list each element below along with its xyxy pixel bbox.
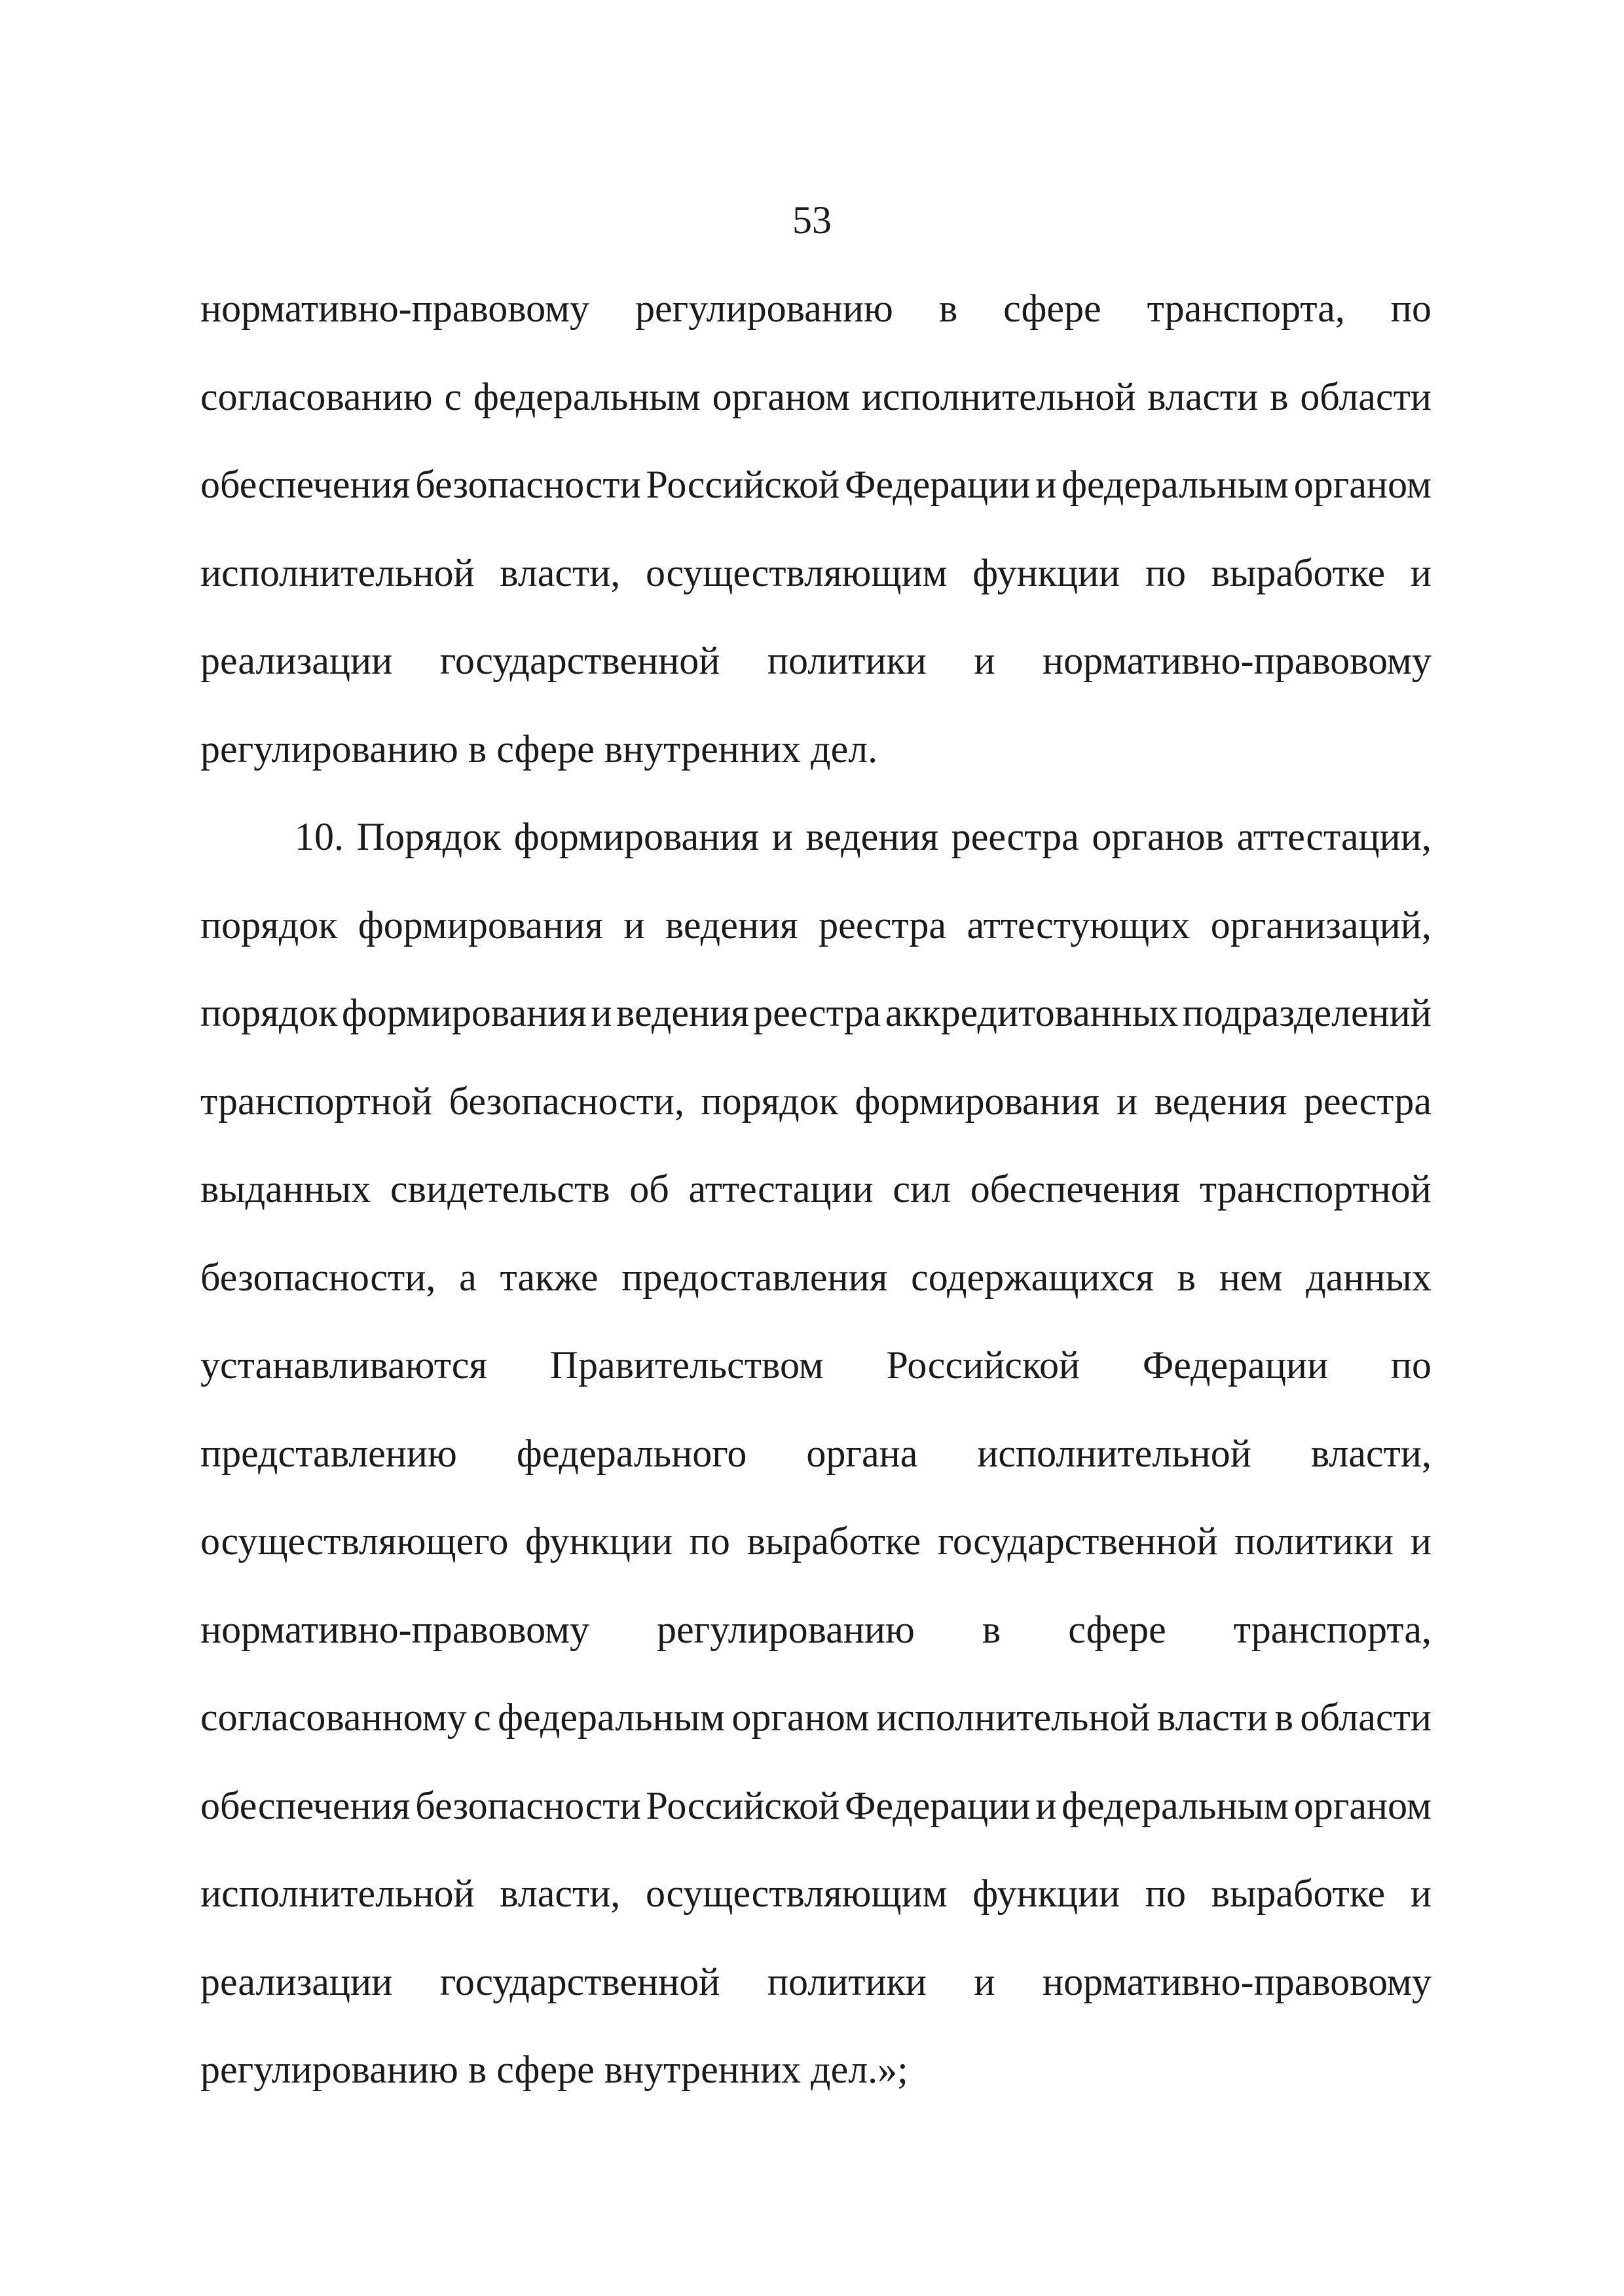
text-line: транспортной безопасности, порядок формирования и ведения реестра — [200, 1080, 1431, 1123]
text-line: выданных свидетельств об аттестации сил обеспечения транспортной — [200, 1167, 1431, 1211]
text-line: реализации государственной политики и нормативно-правовому — [200, 1960, 1431, 2003]
text-line: порядок формирования и ведения реестра аккредитованных подразделений — [200, 991, 1431, 1034]
text-line: устанавливаются Правительством Российской Федерации по — [200, 1343, 1431, 1387]
page-number: 53 — [792, 198, 832, 242]
text-line: представлению федерального органа исполнительной власти, — [200, 1432, 1431, 1475]
text-line: 10. Порядок формирования и ведения реестра органов аттестации, — [295, 815, 1431, 858]
text-line: обеспечения безопасности Российской Федерации и федеральным органом — [200, 463, 1431, 506]
text-line: согласованию с федеральным органом исполнительной власти в области — [200, 375, 1431, 418]
text-line: согласованному с федеральным органом исполнительной власти в области — [200, 1696, 1431, 1739]
text-line: регулированию в сфере внутренних дел.»; — [200, 2048, 908, 2091]
text-line: исполнительной власти, осуществляющим функции по выработке и — [200, 551, 1431, 594]
text-line: регулированию в сфере внутренних дел. — [200, 727, 878, 771]
text-line: нормативно-правовому регулированию в сфере транспорта, по — [200, 287, 1431, 330]
text-line: реализации государственной политики и нормативно-правовому — [200, 639, 1431, 682]
text-line: порядок формирования и ведения реестра аттестующих организаций, — [200, 903, 1431, 947]
text-line: безопасности, а также предоставления содержащихся в нем данных — [200, 1256, 1431, 1299]
text-line: обеспечения безопасности Российской Федерации и федеральным органом — [200, 1784, 1431, 1827]
text-line: осуществляющего функции по выработке государственной политики и — [200, 1520, 1431, 1563]
text-line: нормативно-правовому регулированию в сфере транспорта, — [200, 1608, 1431, 1651]
text-line: исполнительной власти, осуществляющим функции по выработке и — [200, 1872, 1431, 1915]
